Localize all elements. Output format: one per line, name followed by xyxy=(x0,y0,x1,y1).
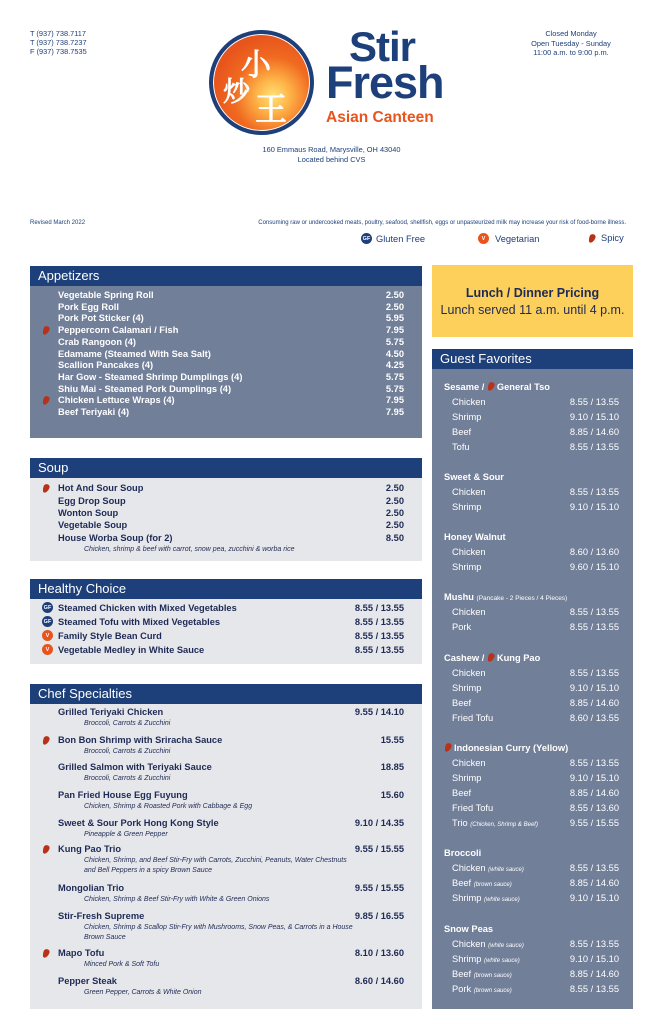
chili-pepper-icon xyxy=(42,948,51,959)
gluten-free-icon: GF xyxy=(361,233,372,244)
item-name: Tofu xyxy=(452,442,470,452)
address-line-2: Located behind CVS xyxy=(297,154,366,164)
item-name: Shiu Mai - Steamed Pork Dumplings (4) xyxy=(58,383,232,394)
phone-1: T (937) 738.7117 xyxy=(30,29,87,38)
item-price: 2.50 xyxy=(385,520,404,530)
address-line-1: 160 Emmaus Road, Marysville, OH 43040 xyxy=(262,145,401,154)
item-price: 5.95 xyxy=(385,313,404,324)
item-price: 8.85 / 14.60 xyxy=(569,698,619,708)
item-name: Shrimp xyxy=(452,562,482,572)
chili-pepper-icon xyxy=(487,652,496,663)
category-title xyxy=(444,743,568,753)
item-price: 8.85 / 14.60 xyxy=(569,788,619,798)
item-description: Broccoli, Carrots & Zucchini xyxy=(84,748,171,755)
item-name: Beef xyxy=(452,788,472,798)
brand-name-line-2: Fresh xyxy=(326,57,444,108)
item-price: 8.55 / 13.55 xyxy=(569,487,619,497)
favorite-item xyxy=(452,562,481,572)
legend-gluten-free xyxy=(361,233,425,244)
chili-pepper-icon xyxy=(42,844,51,855)
item-description: Pineapple & Green Pepper xyxy=(84,831,168,838)
item-price: 8.10 / 13.60 xyxy=(354,948,404,958)
contact-info xyxy=(30,29,87,56)
favorite-item xyxy=(452,547,486,557)
item-note: (brown sauce) xyxy=(473,973,512,979)
item-price: 15.60 xyxy=(380,790,404,800)
item-price: 8.55 / 13.55 xyxy=(569,397,619,407)
favorite-item xyxy=(452,758,486,768)
category-title xyxy=(444,653,540,663)
favorite-item xyxy=(452,397,486,407)
item-name: Grilled Teriyaki Chicken xyxy=(58,707,164,717)
item-name: Kung Pao Trio xyxy=(58,844,122,854)
brand-tagline: Asian Canteen xyxy=(326,109,434,126)
item-price: 8.85 / 14.60 xyxy=(569,878,619,888)
favorite-item xyxy=(452,803,493,813)
item-name: Beef xyxy=(452,427,472,437)
item-price: 2.50 xyxy=(385,483,404,493)
favorite-item xyxy=(452,713,493,723)
item-name: Peppercorn Calamari / Fish xyxy=(58,325,179,336)
item-note: (white sauce) xyxy=(484,897,520,903)
favorite-item xyxy=(452,773,481,783)
category-name: Mushu xyxy=(444,592,477,602)
item-name: Har Gow - Steamed Shrimp Dumplings (4) xyxy=(58,371,243,382)
gluten-free-icon: GF xyxy=(42,616,53,627)
category-title xyxy=(444,592,567,602)
item-name: Chicken Lettuce Wraps (4) xyxy=(58,395,175,406)
item-price: 8.55 / 13.55 xyxy=(354,603,404,613)
item-name: Pork xyxy=(452,622,472,632)
item-price: 8.55 / 13.55 xyxy=(569,984,619,994)
item-price: 9.55 / 15.55 xyxy=(354,844,404,854)
food-safety-warning: Consuming raw or undercooked meats, poultry, seafood, shellfish, eggs or unpasteurized milk may increase your risk of food-borne illness. xyxy=(258,220,626,226)
item-name: Chicken xyxy=(452,758,486,768)
logo-char-2: 炒 xyxy=(223,77,250,108)
item-description: Chicken, Shrimp & Scallop Stir-Fry with Mushrooms, Snow Peas, & Carrots in a House Brown Sauce xyxy=(84,924,353,941)
item-name: Vegetable Soup xyxy=(58,520,128,530)
logo-emblem xyxy=(209,30,314,135)
item-price: 8.55 / 13.55 xyxy=(354,631,404,641)
soup-section xyxy=(30,458,422,561)
item-price: 8.85 / 14.60 xyxy=(569,427,619,437)
favorite-item xyxy=(452,818,538,828)
logo-char-1: 小 xyxy=(241,48,271,83)
item-name: Vegetable Spring Roll xyxy=(58,290,154,300)
favorite-item xyxy=(452,427,471,437)
item-name: Chicken xyxy=(452,668,486,678)
item-name: Shrimp xyxy=(452,502,482,512)
item-price: 4.50 xyxy=(385,348,404,359)
item-price: 9.10 / 14.35 xyxy=(354,818,404,828)
hours-info xyxy=(516,29,626,58)
fax: F (937) 738.7535 xyxy=(30,47,87,56)
lunch-hours: Lunch served 11 a.m. until 4 p.m. xyxy=(440,303,625,317)
item-price: 4.25 xyxy=(385,360,404,371)
chili-pepper-icon xyxy=(444,742,453,753)
item-name: Family Style Bean Curd xyxy=(58,631,162,641)
item-price: 8.55 / 13.55 xyxy=(354,617,404,627)
guest-favorites-section xyxy=(432,349,633,1009)
brand-name-line-1: Stir xyxy=(349,23,416,70)
item-name: Pork Pot Sticker (4) xyxy=(58,313,144,324)
revised-date: Revised March 2022 xyxy=(30,220,86,226)
item-name: Chicken xyxy=(452,547,486,557)
item-name: Grilled Salmon with Teriyaki Sauce xyxy=(58,762,212,772)
item-price: 8.55 / 13.55 xyxy=(569,939,619,949)
item-name: Chicken xyxy=(452,607,486,617)
item-price: 2.50 xyxy=(385,508,404,518)
favorite-item xyxy=(452,893,520,903)
category-name: Snow Peas xyxy=(444,924,494,934)
hours-line-3: 11:00 a.m. to 9:00 p.m. xyxy=(533,48,609,57)
item-description: Chicken, shrimp & beef with carrot, snow pea, zucchini & worba rice xyxy=(84,546,295,553)
item-name: Chicken xyxy=(452,863,489,873)
legend-spicy-label: Spicy xyxy=(601,233,624,243)
favorite-item xyxy=(452,668,486,678)
item-price: 8.50 xyxy=(385,533,404,543)
item-description: Broccoli, Carrots & Zucchini xyxy=(84,720,171,727)
item-name: Beef xyxy=(452,969,474,979)
favorite-item xyxy=(452,622,471,632)
item-price: 8.55 / 13.55 xyxy=(569,668,619,678)
item-price: 5.75 xyxy=(385,336,404,347)
category-title xyxy=(444,382,550,392)
category-name: Sesame / xyxy=(444,382,487,392)
favorite-item xyxy=(452,502,481,512)
favorite-item xyxy=(452,939,524,949)
favorite-item xyxy=(452,863,524,873)
item-name: Chicken xyxy=(452,939,489,949)
item-price: 9.60 / 15.10 xyxy=(569,562,619,572)
favorite-item xyxy=(452,984,512,994)
category-title xyxy=(444,532,506,542)
favorite-item xyxy=(452,487,486,497)
item-name: Edamame (Steamed With Sea Salt) xyxy=(58,348,211,359)
lunch-dinner-title: Lunch / Dinner Pricing xyxy=(465,286,600,300)
item-description: Chicken, Shrimp & Roasted Pork with Cabbage & Egg xyxy=(84,803,253,810)
category-name-alt: General Tso xyxy=(496,382,550,392)
item-name: Pork xyxy=(452,984,474,994)
legend-spicy xyxy=(589,233,624,243)
item-price: 8.55 / 13.55 xyxy=(569,607,619,617)
item-price: 7.95 xyxy=(385,407,404,417)
favorite-item xyxy=(452,878,512,888)
item-name: House Worba Soup (for 2) xyxy=(58,533,173,543)
favorite-item xyxy=(452,442,470,452)
item-price: 9.10 / 15.10 xyxy=(569,412,619,422)
category-name: Sweet & Sour xyxy=(444,472,504,482)
item-name: Pepper Steak xyxy=(58,976,117,986)
category-title xyxy=(444,472,504,482)
legend-gluten-free-label: Gluten Free xyxy=(376,233,426,244)
category-title xyxy=(444,924,493,934)
vegetarian-icon: V xyxy=(478,233,489,244)
item-price: 8.55 / 13.55 xyxy=(354,645,404,655)
chili-pepper-icon xyxy=(42,325,51,336)
chili-pepper-icon xyxy=(42,483,51,494)
gluten-free-icon: GF xyxy=(42,602,53,613)
item-description: Chicken, Shrimp, and Beef Stir-Fry with Carrots, Zucchini, Peanuts, Water Chestnuts and Bell Peppers in a spicy Brown Sauce xyxy=(84,857,347,874)
favorite-item xyxy=(452,683,481,693)
item-price: 8.55 / 13.60 xyxy=(569,803,619,813)
item-name: Fried Tofu xyxy=(452,803,494,813)
hours-line-1: Closed Monday xyxy=(545,29,597,38)
legend-vegetarian xyxy=(478,233,539,244)
guest-favorites-title: Guest Favorites xyxy=(432,349,633,369)
item-price: 2.50 xyxy=(385,290,404,300)
item-description: Green Pepper, Carrots & White Onion xyxy=(84,989,202,996)
item-price: 2.50 xyxy=(385,301,404,312)
hours-line-2: Open Tuesday - Sunday xyxy=(531,38,611,48)
item-note: (white sauce) xyxy=(488,943,524,949)
item-price: 18.85 xyxy=(380,762,404,772)
chili-pepper-icon xyxy=(487,381,496,392)
item-note: (Chicken, Shrimp & Beef) xyxy=(470,822,538,828)
item-price: 9.85 / 16.55 xyxy=(354,911,404,921)
item-price: 8.60 / 13.60 xyxy=(569,547,619,557)
favorite-item xyxy=(452,607,486,617)
item-name: Stir-Fresh Supreme xyxy=(58,911,145,921)
category-name-alt: Indonesian Curry (Yellow) xyxy=(454,743,569,753)
item-name: Mongolian Trio xyxy=(58,883,125,893)
item-name: Pork Egg Roll xyxy=(58,301,119,312)
logo-char-3: 王 xyxy=(255,90,288,128)
item-name: Egg Drop Soup xyxy=(58,496,126,506)
item-note: (white sauce) xyxy=(488,867,524,873)
legend-vegetarian-label: Vegetarian xyxy=(495,233,540,244)
item-price: 15.55 xyxy=(380,735,404,745)
chili-pepper-icon xyxy=(42,735,51,746)
item-name: Scallion Pancakes (4) xyxy=(58,360,154,371)
item-name: Beef xyxy=(452,698,472,708)
item-name: Fried Tofu xyxy=(452,713,494,723)
category-name: Cashew / xyxy=(444,653,487,663)
item-price: 5.75 xyxy=(385,383,404,394)
item-name: Chicken xyxy=(452,397,486,407)
item-name: Trio xyxy=(452,818,471,828)
item-name: Shrimp xyxy=(452,893,485,903)
category-note: (Pancake - 2 Pieces / 4 Pieces) xyxy=(476,595,568,602)
item-name: Beef Teriyaki (4) xyxy=(58,407,130,417)
appetizers-section xyxy=(30,266,422,438)
item-name: Sweet & Sour Pork Hong Kong Style xyxy=(58,818,219,828)
category-name-alt: Kung Pao xyxy=(496,653,541,663)
item-price: 7.95 xyxy=(385,325,404,336)
chili-pepper-icon xyxy=(42,396,51,407)
item-price: 9.55 / 14.10 xyxy=(354,707,404,717)
item-price: 9.10 / 15.10 xyxy=(569,683,619,693)
soup-title: Soup xyxy=(30,458,422,478)
item-price: 8.60 / 13.55 xyxy=(569,713,619,723)
chef-specialties-section xyxy=(30,684,422,1009)
item-note: (brown sauce) xyxy=(473,988,512,994)
item-price: 2.50 xyxy=(385,496,404,506)
healthy-choice-title: Healthy Choice xyxy=(30,579,422,599)
item-price: 9.10 / 15.10 xyxy=(569,954,619,964)
favorite-item xyxy=(452,698,471,708)
item-description: Chicken, Shrimp & Beef Stir-Fry with White & Green Onions xyxy=(84,896,270,903)
favorite-item xyxy=(452,954,520,964)
favorite-item xyxy=(452,969,512,979)
address xyxy=(0,145,663,164)
chef-specialties-title: Chef Specialties xyxy=(30,684,422,704)
item-name: Crab Rangoon (4) xyxy=(58,336,136,347)
favorite-item xyxy=(452,412,481,422)
item-price: 8.55 / 13.55 xyxy=(569,442,619,452)
category-title xyxy=(444,848,481,858)
item-name: Wonton Soup xyxy=(58,508,119,518)
vegetarian-icon: V xyxy=(42,630,53,641)
appetizers-title: Appetizers xyxy=(30,266,422,286)
item-name: Mapo Tofu xyxy=(58,948,105,958)
item-price: 9.55 / 15.55 xyxy=(354,883,404,893)
item-description: Broccoli, Carrots & Zucchini xyxy=(84,775,171,782)
item-note: (white sauce) xyxy=(484,958,520,964)
category-name: Honey Walnut xyxy=(444,532,506,542)
healthy-choice-section xyxy=(30,579,422,664)
item-price: 8.60 / 14.60 xyxy=(354,976,404,986)
item-price: 9.55 / 15.55 xyxy=(569,818,619,828)
vegetarian-icon: V xyxy=(42,644,53,655)
item-price: 9.10 / 15.10 xyxy=(569,502,619,512)
item-name: Shrimp xyxy=(452,412,482,422)
favorite-item xyxy=(452,788,471,798)
item-name: Beef xyxy=(452,878,474,888)
item-name: Hot And Sour Soup xyxy=(58,483,144,493)
lunch-dinner-pricing-box xyxy=(432,265,633,337)
item-name: Steamed Tofu with Mixed Vegetables xyxy=(58,617,221,627)
item-price: 9.10 / 15.10 xyxy=(569,893,619,903)
item-name: Shrimp xyxy=(452,773,482,783)
item-note: (brown sauce) xyxy=(473,882,512,888)
item-description: Minced Pork & Soft Tofu xyxy=(84,961,160,968)
category-name: Broccoli xyxy=(444,848,482,858)
item-price: 5.75 xyxy=(385,371,404,382)
item-name: Bon Bon Shrimp with Sriracha Sauce xyxy=(58,735,223,745)
item-price: 8.55 / 13.55 xyxy=(569,758,619,768)
item-name: Steamed Chicken with Mixed Vegetables xyxy=(58,603,237,613)
item-name: Pan Fried House Egg Fuyung xyxy=(58,790,188,800)
item-price: 8.85 / 14.60 xyxy=(569,969,619,979)
item-name: Shrimp xyxy=(452,683,482,693)
item-name: Vegetable Medley in White Sauce xyxy=(58,645,205,655)
item-name: Chicken xyxy=(452,487,486,497)
phone-2: T (937) 738.7237 xyxy=(30,38,87,47)
chili-pepper-icon xyxy=(588,233,597,244)
item-price: 8.55 / 13.55 xyxy=(569,863,619,873)
item-price: 7.95 xyxy=(385,395,404,406)
item-name: Shrimp xyxy=(452,954,485,964)
item-price: 8.55 / 13.55 xyxy=(569,622,619,632)
item-price: 9.10 / 15.10 xyxy=(569,773,619,783)
